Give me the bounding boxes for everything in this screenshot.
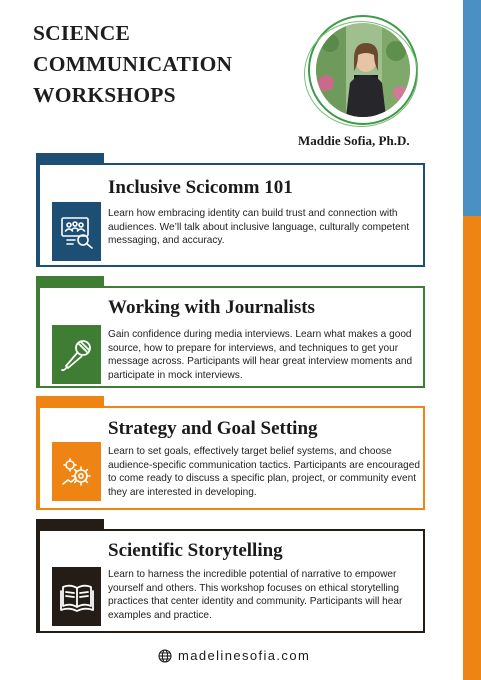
presenter-photo bbox=[316, 23, 410, 117]
website-link[interactable]: madelinesofia.com bbox=[178, 648, 311, 663]
presenter-portrait-illustration bbox=[316, 23, 410, 117]
workshop-title: Working with Journalists bbox=[108, 297, 315, 318]
workshop-title: Inclusive Scicomm 101 bbox=[108, 177, 293, 198]
workshop-card-working-with-journalists bbox=[36, 276, 425, 388]
card-tab bbox=[36, 519, 104, 529]
microphone-icon bbox=[52, 325, 101, 384]
presenter-photo-frame bbox=[308, 15, 418, 125]
workshop-description: Learn how embracing identity can build trust and connection with audiences. We’ll talk about inclusive language, culturally competent messaging, and accuracy. bbox=[108, 208, 410, 247]
workshop-title: Strategy and Goal Setting bbox=[108, 418, 318, 439]
title-line-2: COMMUNICATION bbox=[33, 52, 233, 76]
workshop-card-inclusive-scicomm bbox=[36, 153, 425, 267]
side-stripe-blue bbox=[463, 0, 481, 216]
gears-icon bbox=[52, 442, 101, 501]
card-tab bbox=[36, 153, 104, 163]
side-stripe-orange bbox=[463, 216, 481, 680]
audience-search-icon bbox=[52, 202, 101, 261]
workshop-title: Scientific Storytelling bbox=[108, 540, 283, 561]
title-line-3: WORKSHOPS bbox=[33, 83, 176, 107]
open-book-icon bbox=[52, 567, 101, 626]
globe-icon bbox=[158, 649, 172, 663]
card-tab bbox=[36, 396, 104, 406]
workshop-card-scientific-storytelling bbox=[36, 519, 425, 633]
presenter-name: Maddie Sofia, Ph.D. bbox=[298, 133, 410, 148]
website-footer[interactable] bbox=[158, 648, 310, 663]
card-tab bbox=[36, 276, 104, 286]
workshop-description: Gain confidence during media interviews. Learn what makes a good source, how to prepare for interviews, and techniques to get your message across. Participants will hear great interview moments and participate in mock interviews. bbox=[108, 329, 413, 381]
workshop-description: Learn to harness the incredible potential of narrative to empower yourself and others. This workshop focuses on ethical storytelling practices that center identity and community. Participants will hear examples and practice. bbox=[108, 569, 403, 621]
workshop-description: Learn to set goals, effectively target belief systems, and choose audience-specific communication tactics. Participants are encouraged to come ready to discuss a specific plan, project, or community event they are interested in developing. bbox=[108, 446, 420, 498]
workshop-card-strategy-goal-setting bbox=[36, 396, 425, 510]
page-title bbox=[33, 18, 283, 111]
title-line-1: SCIENCE bbox=[33, 21, 130, 45]
